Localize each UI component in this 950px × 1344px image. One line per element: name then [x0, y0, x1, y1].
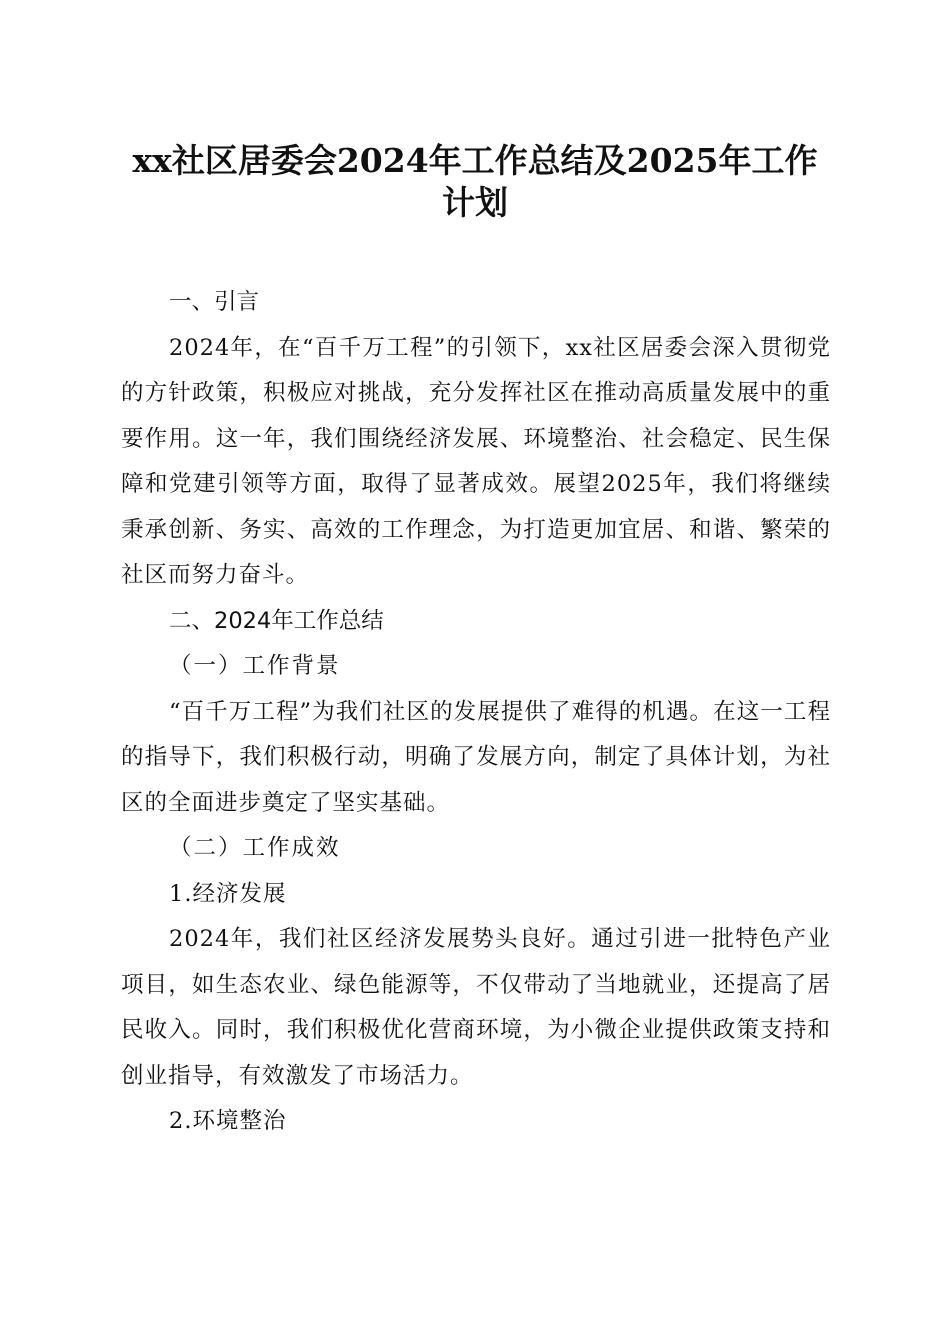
title-line-2: 计划 [442, 183, 508, 222]
economy-paragraph: 2024年，我们社区经济发展势头良好。通过引进一批特色产业项目，如生态农业、绿色能源等，不仅带动了当地就业，还提高了居民收入。同时，我们积极优化营商环境，为小微企业提供政策支持和创业指导，有效激发了市场活力。 [121, 926, 831, 1089]
summary-heading: 二、2024年工作总结 [169, 607, 384, 634]
environment-item: 2.环境整治 [169, 1108, 287, 1134]
results-heading: （二）工作成效 [169, 835, 341, 861]
intro-paragraph: 2024年，在“百千万工程”的引领下，xx社区居委会深入贯彻党的方针政策，积极应对挑战，充分发挥社区在推动高质量发展中的重要作用。这一年，我们围绕经济发展、环境整治、社会稳定、民生保障和党建引领等方面，取得了显著成效。展望2025年，我们将继续秉承创新、务实、高效的工作理念，为打造更加宜居、和谐、繁荣的社区而努力奋斗。 [121, 334, 831, 588]
document-title [100, 140, 850, 224]
background-paragraph: “百千万工程”为我们社区的发展提供了难得的机遇。在这一工程的指导下，我们积极行动，明确了发展方向，制定了具体计划，为社区的全面进步奠定了坚实基础。 [121, 698, 831, 816]
background-heading: （一）工作背景 [169, 653, 341, 679]
document-body [121, 280, 831, 1145]
title-line-1: xx社区居委会2024年工作总结及2025年工作 [132, 141, 818, 180]
intro-heading: 一、引言 [169, 289, 260, 315]
economy-item: 1.经济发展 [169, 880, 287, 907]
